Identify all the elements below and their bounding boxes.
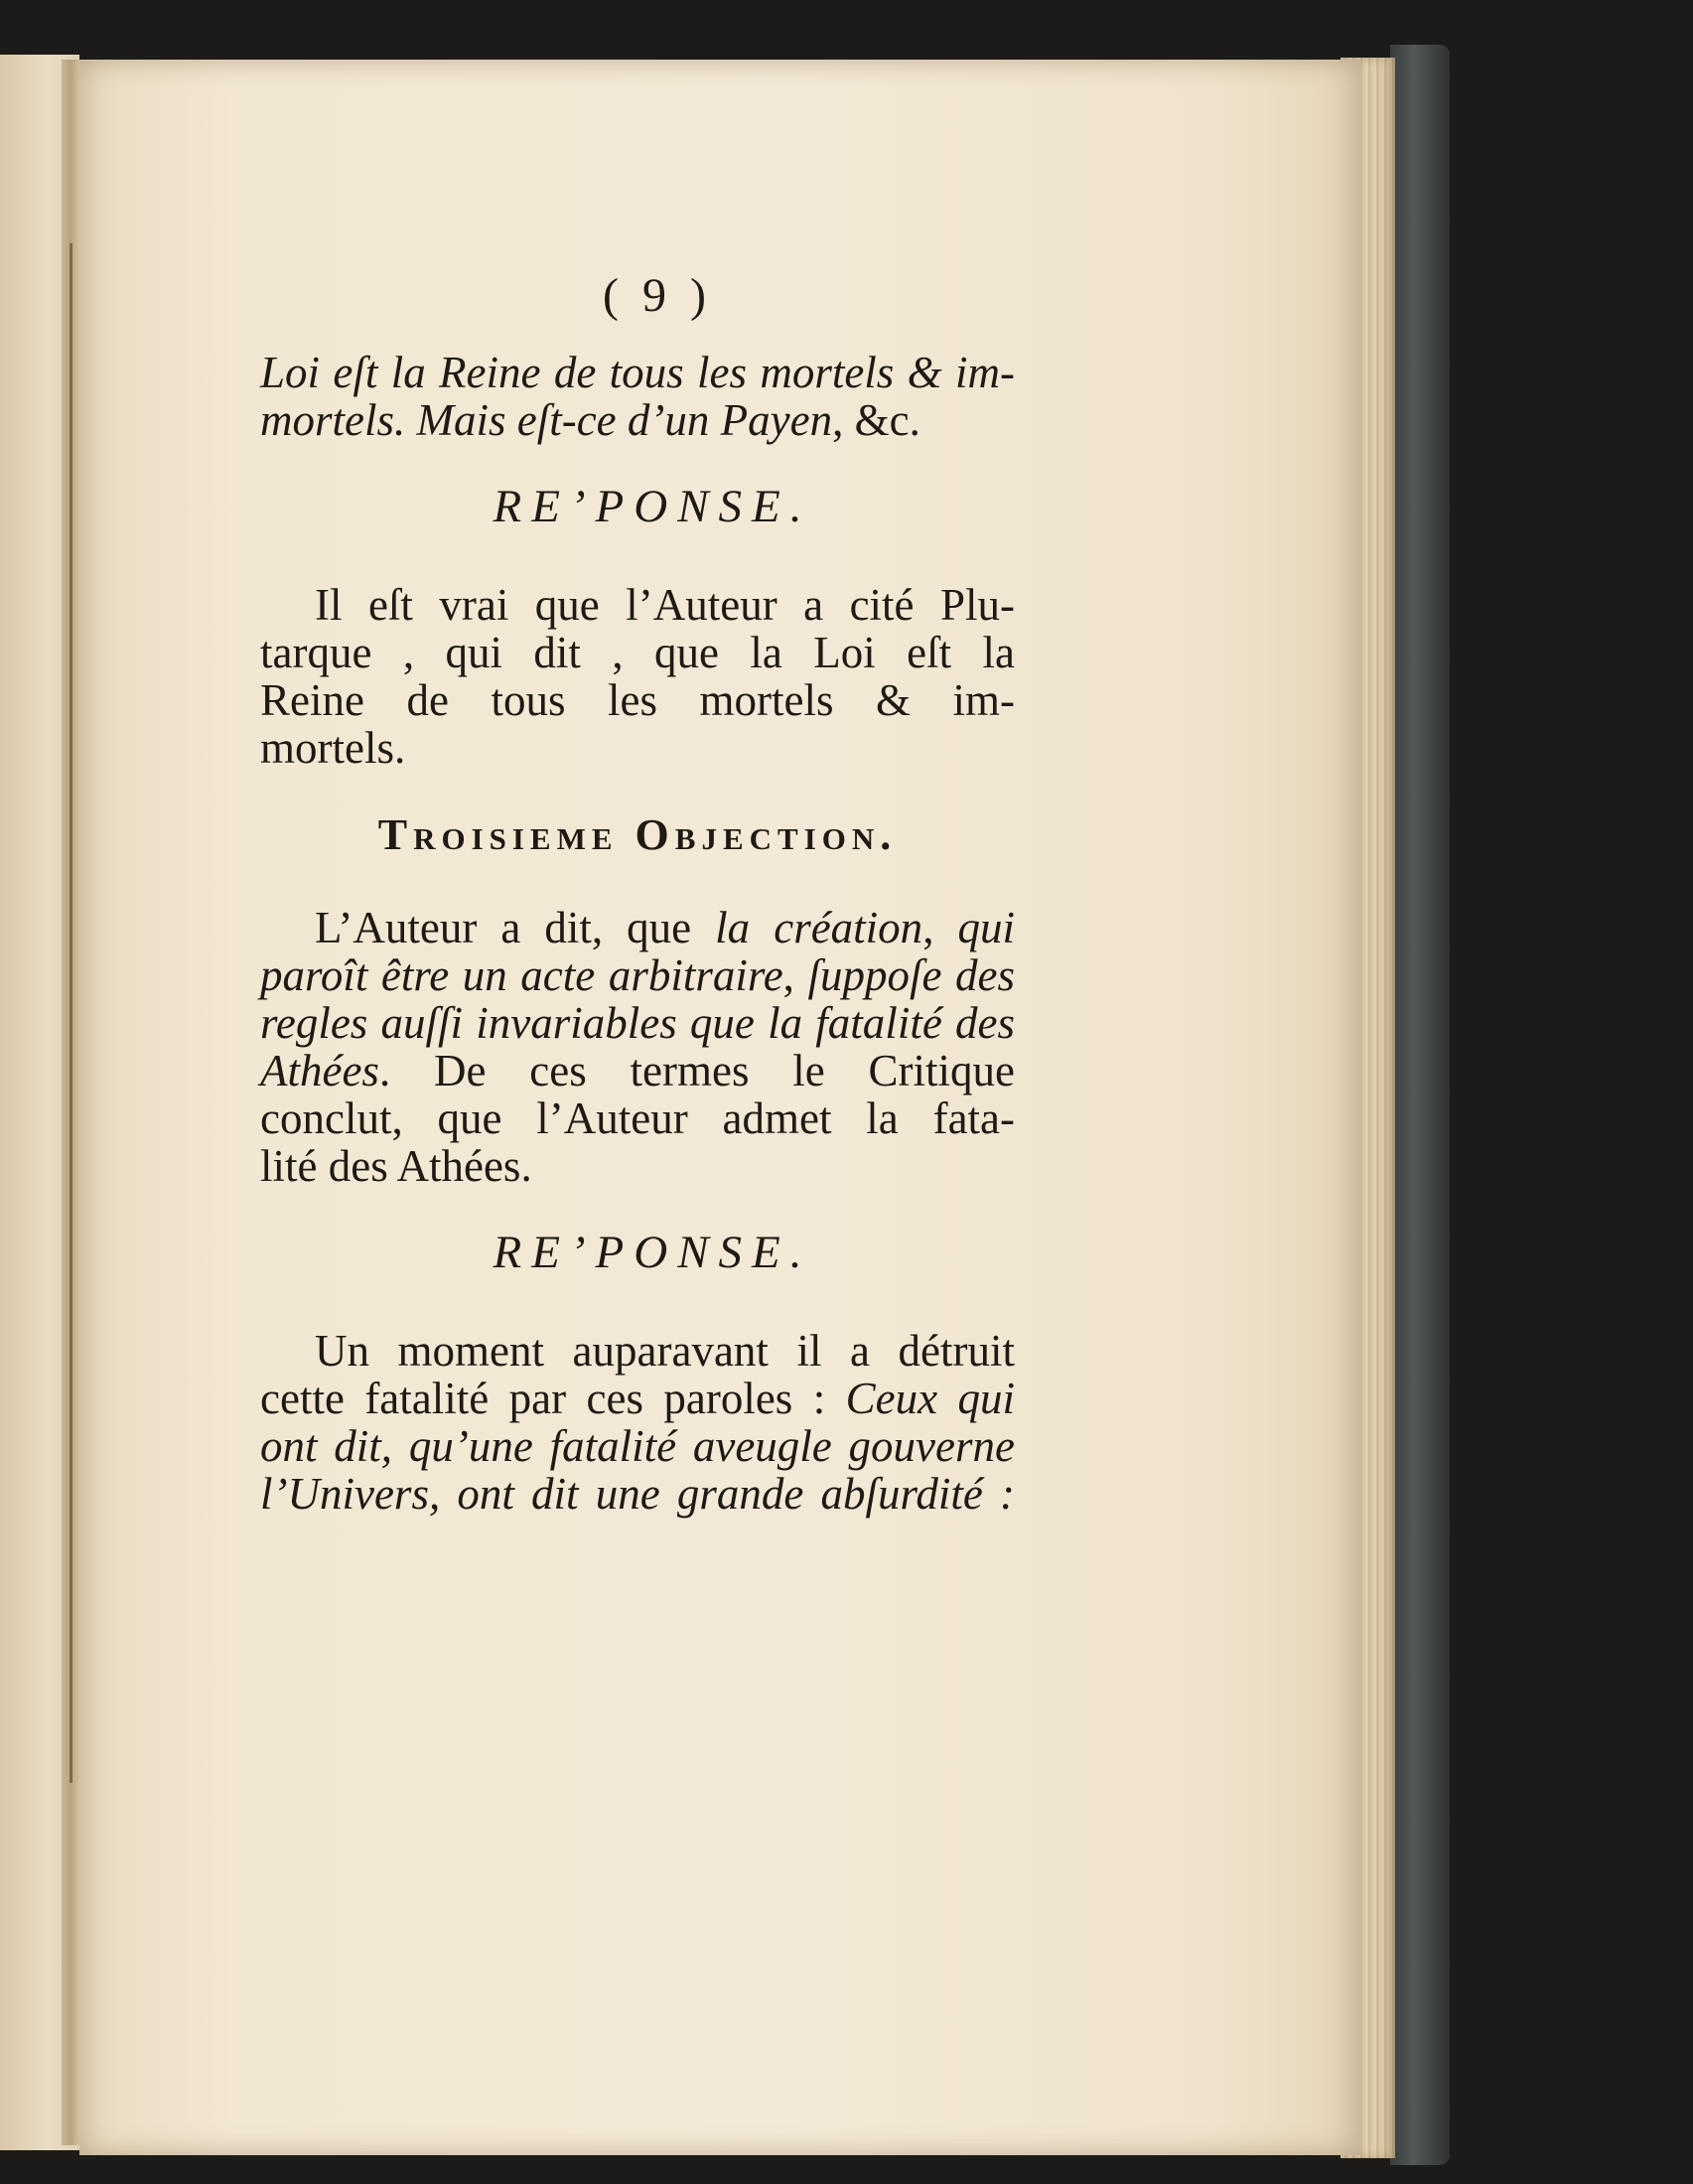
text-line [260, 1047, 1015, 1094]
text-line: tarque , qui dit , que la Loi eſt la [260, 628, 1015, 677]
text-line: Reine de tous les mortels & im- [260, 675, 1015, 725]
text-span: cette fatalité par ces paroles : [260, 1374, 846, 1423]
text-span: mortels. Mais eſt-ce d’un Payen [260, 395, 833, 445]
page-number: ( 9 ) [603, 269, 712, 322]
book-cover-board [1390, 45, 1450, 2165]
text-line: Il eſt vrai que l’Auteur a cité Plu- [315, 580, 1015, 630]
text-line: Un moment auparavant il a détruit [315, 1326, 1015, 1376]
text-line: conclut, que l’Auteur admet la fata- [260, 1093, 1015, 1143]
text-line: lité des Athées. [260, 1141, 532, 1191]
text-span: paroît être un acte arbitraire [260, 950, 783, 1000]
text-line [260, 904, 1015, 951]
text-span: , [922, 903, 958, 952]
objection-paragraph [260, 904, 1015, 1190]
text-span: , [782, 950, 808, 1000]
reply-paragraph-1 [260, 581, 1015, 772]
text-line [260, 1375, 1015, 1422]
text-line: mortels. [260, 723, 406, 773]
text-span: Athées [260, 1046, 379, 1095]
text-line: Loi eſt la Reine de tous les mortels & im- [260, 348, 1015, 397]
section-heading: RE’PONSE. [493, 1227, 812, 1278]
continuation-paragraph [260, 349, 1015, 444]
text-span: . De ces termes le Critique [378, 1046, 1015, 1095]
text-span: la création [715, 903, 923, 952]
text-line [260, 951, 1015, 999]
text-span: qui [957, 903, 1015, 952]
page-text [260, 268, 1015, 1518]
gutter-shadow-line [70, 243, 72, 1783]
section-heading: RE’PONSE. [493, 481, 812, 532]
text-span: L’Auteur a dit, que [315, 903, 716, 952]
text-span: Ceux qui [845, 1374, 1015, 1423]
text-line: regles auſſi invariables que la fatalité des [260, 998, 1015, 1048]
text-line [260, 396, 1015, 444]
reply-paragraph-2 [260, 1327, 1015, 1518]
text-span: ſuppoſe des [807, 950, 1016, 1000]
text-line: l’Univers, ont dit une grande abſurdité : [260, 1469, 1015, 1519]
text-span: , &c. [832, 395, 920, 445]
text-line: ont dit, qu’une fatalité aveugle gouverne [260, 1421, 1015, 1471]
objection-title: Troisieme Objection. [377, 810, 898, 859]
